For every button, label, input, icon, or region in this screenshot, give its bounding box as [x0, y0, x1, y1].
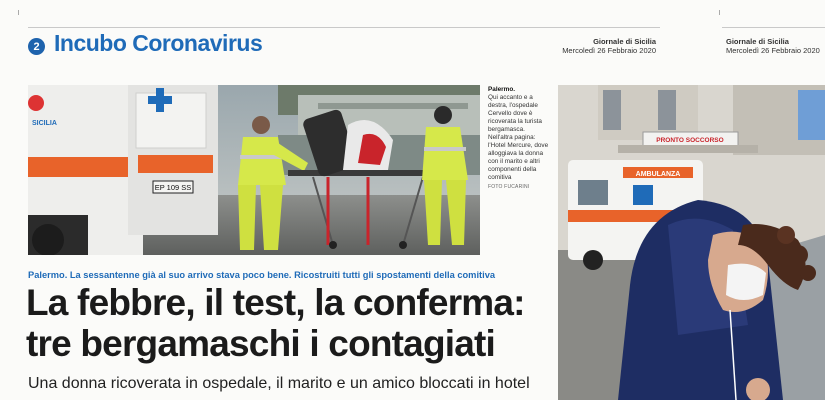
crop-mark	[18, 10, 19, 15]
emergency-sign: PRONTO SOCCORSO	[656, 137, 724, 144]
masthead	[562, 37, 656, 55]
ambulance-text: SICILIA	[32, 120, 57, 127]
top-rule	[722, 27, 825, 28]
headline-line: La febbre, il test, la conferma:	[26, 282, 525, 323]
hospital-photo	[558, 85, 825, 400]
issue-date: Mercoledì 26 Febbraio 2020	[562, 46, 656, 55]
photo-credit: FOTO FUCARINI	[488, 184, 530, 190]
ambulance-photo	[28, 85, 480, 255]
caption-place: Palermo.	[488, 86, 515, 93]
article-subhead: Una donna ricoverata in ospedale, il marito e un amico bloccati in hotel	[28, 375, 530, 392]
newspaper-name: Giornale di Sicilia	[726, 37, 789, 46]
page-number-badge: 2	[28, 38, 45, 55]
article-headline	[26, 282, 525, 364]
masthead	[726, 37, 820, 55]
caption-text: Qui accanto e a destra, l'ospedale Cervello dove è ricoverata la turista bergamasca. Nell'altra pagina: l'Hotel Mercure, dove alloggiava la donna con il marito e altri componenti della comitiva	[488, 94, 549, 181]
top-rule	[28, 27, 660, 28]
ambulance-label: AMBULANZA	[635, 171, 681, 178]
photo-caption	[488, 86, 550, 191]
headline-line: tre bergamaschi i contagiati	[26, 323, 496, 364]
issue-date: Mercoledì 26 Febbraio 2020	[726, 46, 820, 55]
section-title: Incubo Coronavirus	[54, 30, 263, 56]
newspaper-name: Giornale di Sicilia	[593, 37, 656, 46]
article-kicker: Palermo. La sessantenne già al suo arrivo stava poco bene. Ricostruiti tutti gli spostamenti della comitiva	[28, 270, 496, 280]
license-plate: EP 109 SS	[154, 183, 192, 192]
crop-mark	[719, 10, 720, 15]
